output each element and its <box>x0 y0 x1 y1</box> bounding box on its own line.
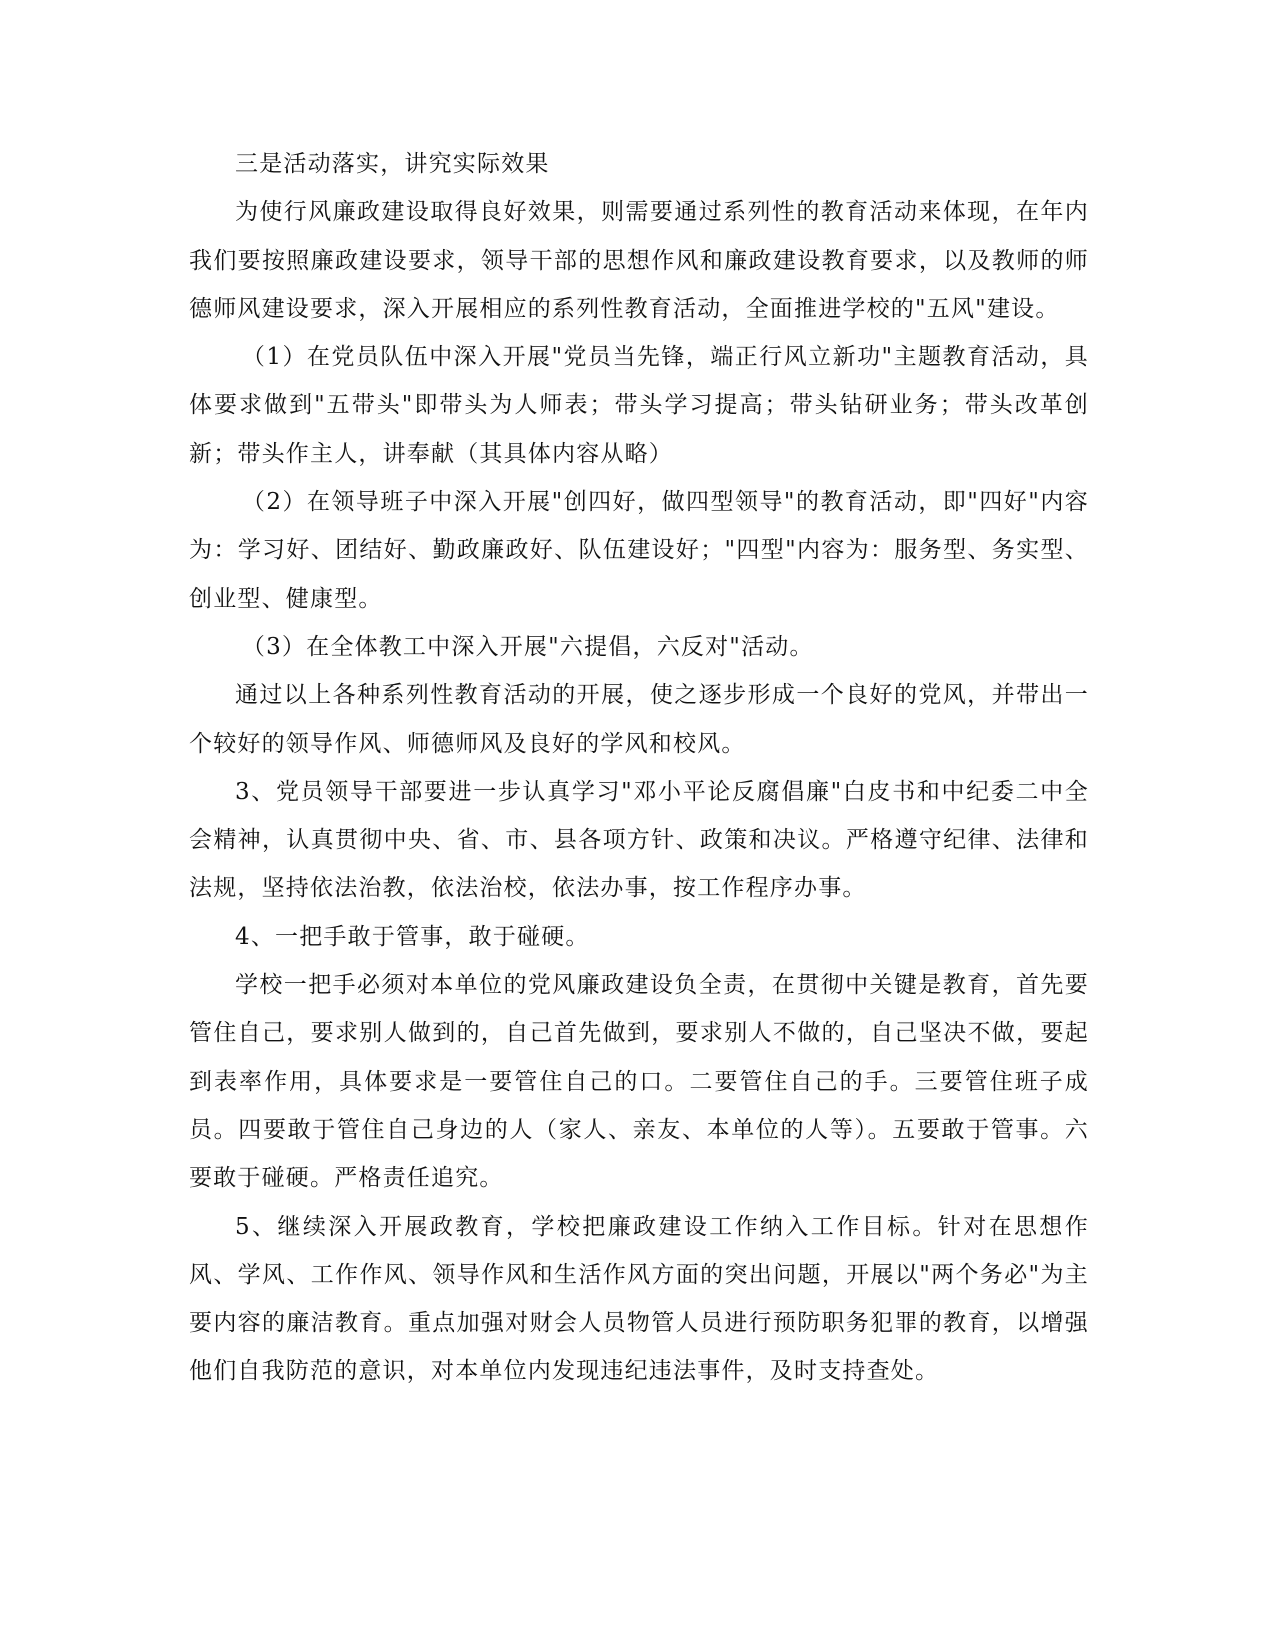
paragraph-section-4-body: 学校一把手必须对本单位的党风廉政建设负全责，在贯彻中关键是教育，首先要管住自己，要求别人做到的，自己首先做到，要求别人不做的，自己坚决不做，要起到表率作用，具体要求是一要管住自己的口。二要管住自己的手。三要管住班子成员。四要敢于管住自己身边的人（家人、亲友、本单位的人等）。五要敢于管事。六要敢于碰硬。严格责任追究。 <box>189 972 1089 1192</box>
paragraph-section-4-heading: 4、一把手敢于管事，敢于碰硬。 <box>235 923 590 950</box>
paragraph-activity-heading: 三是活动落实，讲究实际效果 <box>235 151 550 177</box>
paragraph-section-5: 5、继续深入开展政教育，学校把廉政建设工作纳入工作目标。针对在思想作风、学风、工作作风、领导作风和生活作风方面的突出问题，开展以"两个务必"为主要内容的廉洁教育。重点加强对财会人员物管人员进行预防职务犯罪的教育，以增强他们自我防范的意识，对本单位内发现违纪违法事件，及时支持查处。 <box>189 1213 1089 1385</box>
paragraph-summary: 通过以上各种系列性教育活动的开展，使之逐步形成一个良好的党风，并带出一个较好的领导作风、师德师风及良好的学风和校风。 <box>189 682 1089 757</box>
paragraph-item-3: （3）在全体教工中深入开展"六提倡，六反对"活动。 <box>241 633 814 660</box>
paragraph-activity-intro: 为使行风廉政建设取得良好效果，则需要通过系列性的教育活动来体现，在年内我们要按照廉政建设要求，领导干部的思想作风和廉政建设教育要求，以及教师的师德师风建设要求，深入开展相应的系列性教育活动，全面推进学校的"五风"建设。 <box>189 199 1089 322</box>
paragraph-item-2: （2）在领导班子中深入开展"创四好，做四型领导"的教育活动，即"四好"内容为：学习好、团结好、勤政廉政好、队伍建设好；"四型"内容为：服务型、务实型、创业型、健康型。 <box>189 489 1089 612</box>
paragraph-section-3: 3、党员领导干部要进一步认真学习"邓小平论反腐倡廉"白皮书和中纪委二中全会精神，认真贯彻中央、省、市、县各项方针、政策和决议。严格遵守纪律、法律和法规，坚持依法治教，依法治校，依法办事，按工作程序办事。 <box>189 778 1089 902</box>
paragraph-item-1: （1）在党员队伍中深入开展"党员当先锋，端正行风立新功"主题教育活动，具体要求做到"五带头"即带头为人师表；带头学习提高；带头钻研业务；带头改革创新；带头作主人，讲奉献（其具体内容从略） <box>189 344 1089 467</box>
document-body <box>189 140 1089 1396</box>
